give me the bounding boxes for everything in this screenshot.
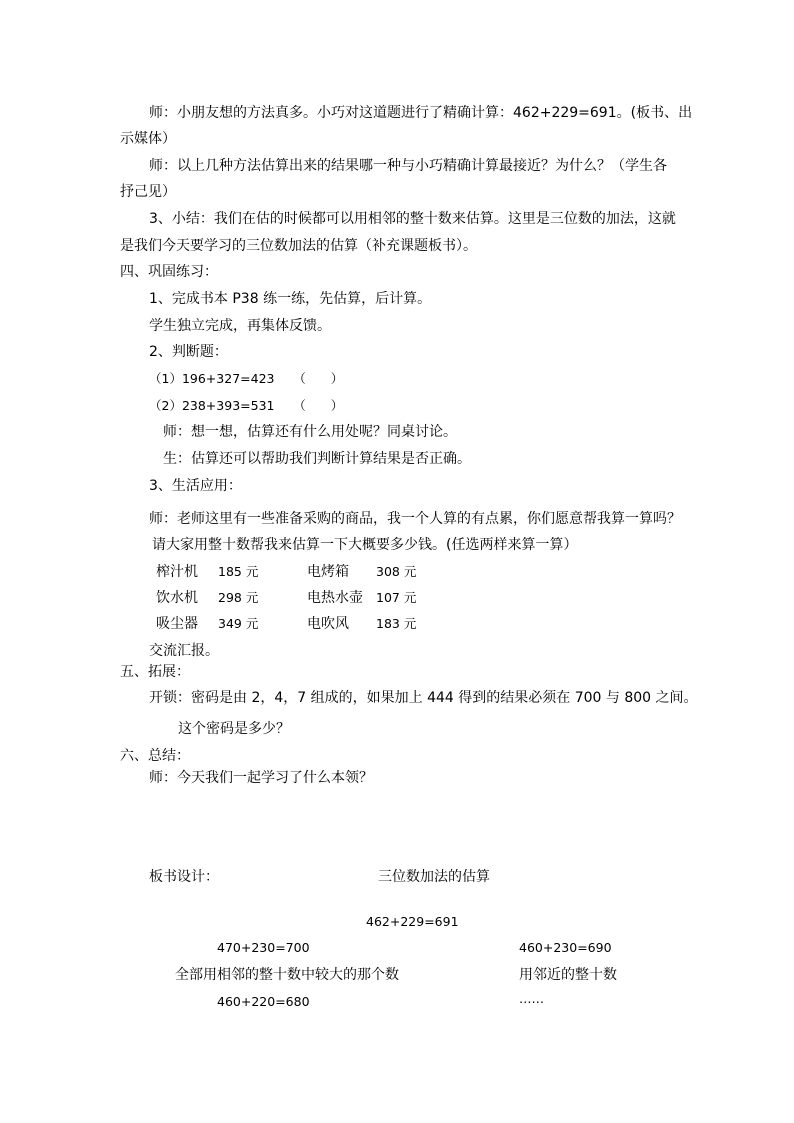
text-line: 学生独立完成，再集体反馈。	[149, 318, 331, 334]
text-line: 是我们今天要学习的三位数加法的估算（补充课题板书）。	[120, 238, 477, 254]
product-name: 电烤箱	[307, 564, 349, 580]
text-line: 开锁：密码是由 2，4，7 组成的，如果加上 444 得到的结果必须在 700 与 800 之间。	[149, 690, 698, 706]
text-line: 交流汇报。	[149, 643, 219, 659]
text-line: 师：以上几种方法估算出来的结果哪一种与小巧精确计算最接近？为什么？（学生各	[149, 158, 667, 174]
text-line: 3、小结：我们在估的时候都可以用相邻的整十数来估算。这里是三位数的加法，这就	[149, 211, 676, 227]
product-price: 183 元	[376, 616, 417, 631]
section-heading: 四、巩固练习：	[120, 264, 218, 280]
board-title: 三位数加法的估算	[378, 869, 490, 885]
text-line: 师：想一想，估算还有什么用处呢？同桌讨论。	[163, 424, 457, 440]
text-line: 师：今天我们一起学习了什么本领？	[149, 770, 373, 786]
text-line: 师：老师这里有一些准备采购的商品，我一个人算的有点累，你们愿意帮我算一算吗？	[149, 511, 681, 527]
text-line: 这个密码是多少？	[178, 721, 290, 737]
product-price: 349 元	[218, 616, 259, 631]
text-line: 请大家用整十数帮我来估算一下大概要多少钱。(任选两样来算一算）	[152, 537, 578, 553]
board-label: 板书设计：	[149, 869, 219, 885]
board-note: 用邻近的整十数	[519, 967, 617, 983]
board-ellipsis: ……	[519, 991, 544, 1006]
text-line: 示媒体）	[120, 131, 176, 147]
text-line: 2、判断题：	[149, 344, 228, 360]
product-price: 298 元	[218, 590, 259, 605]
board-estimate: 460+230=690	[519, 940, 612, 955]
product-name: 饮水机	[156, 590, 198, 606]
board-equation: 462+229=691	[366, 914, 459, 929]
product-price: 308 元	[376, 564, 417, 579]
text-line: 1、完成书本 P38 练一练，先估算，后计算。	[149, 291, 432, 307]
text-line: 抒己见）	[120, 184, 176, 200]
text-line: （1）196+327=423 （ ）	[149, 371, 344, 386]
text-line: 师：小朋友想的方法真多。小巧对这道题进行了精确计算：462+229=691。(板书、出	[149, 105, 693, 121]
product-price: 107 元	[376, 590, 417, 605]
product-name: 电热水壶	[307, 590, 363, 606]
product-price: 185 元	[218, 564, 259, 579]
board-estimate: 470+230=700	[217, 940, 310, 955]
product-name: 吸尘器	[156, 616, 198, 632]
text-line: （2）238+393=531 （ ）	[149, 398, 344, 413]
product-name: 榨汁机	[156, 564, 198, 580]
board-note: 全部用相邻的整十数中较大的那个数	[175, 967, 399, 983]
section-heading: 六、总结：	[120, 748, 190, 764]
board-estimate: 460+220=680	[217, 994, 310, 1009]
text-line: 生：估算还可以帮助我们判断计算结果是否正确。	[163, 451, 471, 467]
text-line: 3、生活应用：	[149, 478, 242, 494]
section-heading: 五、拓展：	[120, 664, 190, 680]
product-name: 电吹风	[307, 616, 349, 632]
